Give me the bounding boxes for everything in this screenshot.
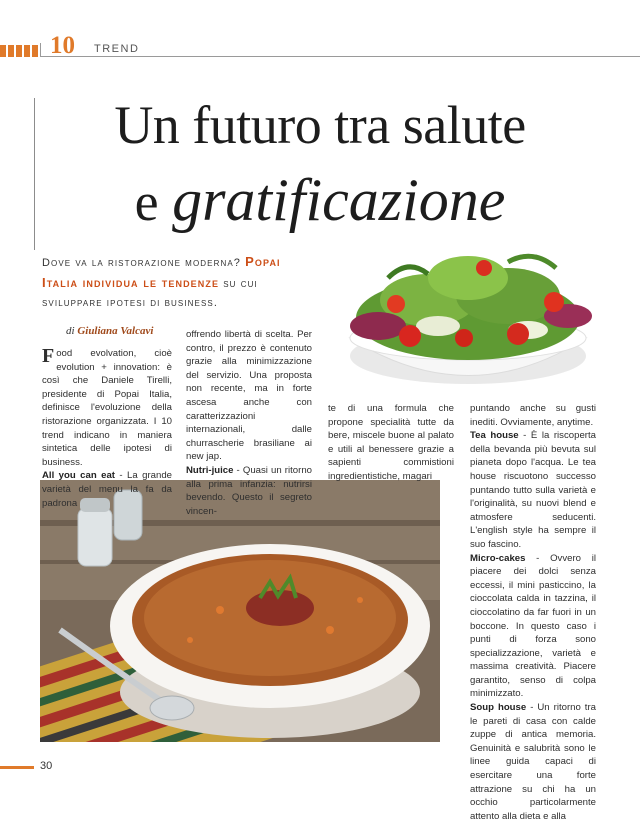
page-number: 30 [40,760,53,772]
article-column-2 [186,328,312,518]
paragraph-continuation: te di una formula che propone specialità tutte da bere, miscele buone al palato e utili al benessere grazie a sapienti commistioni ingredientistiche, magari [328,403,454,482]
trend-nutri-juice [186,464,312,518]
lentil-soup-image [40,480,440,742]
header-divider [40,43,41,57]
header-rule [40,56,640,57]
article-column-3 [328,402,454,484]
soup-illustration [40,480,440,742]
headline-word-e: e [134,172,159,232]
byline-prefix: di [66,325,75,337]
lead-text-end: su cui sviluppare ipotesi di business. [42,278,258,309]
paragraph-continuation: puntando anche su gusti inediti. Ovviamente, anytime. [470,403,596,428]
trend-micro-cakes [470,552,596,702]
section-number: 10 [50,32,75,59]
trend-text: - Un ritorno tra le pareti di casa con calde zuppe di antica memoria. Genuinità e salubrità sono le linee guida capaci di esercitare una forte attrazione su chi ha un occhio particolarmente attento alla dieta e alla [470,702,596,822]
lead-highlight: Popai Italia individua le tendenze [42,254,281,290]
trend-term: Nutri-juice [186,464,234,476]
trend-text: - È la riscoperta della bevanda più bevuta sul pianeta dopo l'acqua. Le tea house riscuotono successo puntando tutto sulla varietà e l'originalità, su nuovi blend e atmosfere seducenti. L'english style ha sempre il suo fascino. [470,430,596,550]
trend-soup-house [470,701,596,823]
footer-accent-bar [0,766,34,769]
trend-term: Micro-cakes [470,552,526,564]
trend-text: - Quasi un ritorno alla prima infanzia: nutrirsi bevendo. Questo il segreto vincen- [186,464,312,517]
trend-term: Tea house [470,430,519,442]
salad-bowl-image [318,238,620,406]
byline [66,325,153,337]
trend-text: - La grande varietà del menu la fa da padrona [42,470,172,509]
trend-term: All you can eat [42,470,115,482]
headline-italic-word: gratificazione [172,167,506,233]
headline-line-1: Un futuro tra salute [114,95,526,155]
article-column-1 [42,347,172,510]
lead-text-start: Dove va la ristorazione moderna? [42,257,241,269]
trend-all-you-can-eat [42,469,172,510]
trend-tea-house [470,429,596,551]
intro-paragraph [42,347,172,469]
lead-paragraph [42,252,314,313]
paragraph-continuation: offrendo libertà di scelta. Per contro, il prezzo è contenuto grazie alla minimizzazione del servizio. Una proposta non recente, ma in forte ascesa anche con caratterizzazioni internazionali, dalle churrascherie brasiliane ai new jap. [186,329,312,463]
header-decoration [0,45,38,57]
trend-text: - Ovvero il piacere dei dolci senza eccessi, il mini pasticcino, la cioccolata calda in tazzina, il cioccolatino da far fuori in un boccone. In questo caso i punti di forza sono specializzazione, varietà e massima creatività. Piacere garantito, senso di colpa minimizzato. [470,552,596,700]
headline-line-2 [0,168,640,234]
article-column-4 [470,402,596,823]
byline-author: Giuliana Valcavi [77,325,154,337]
section-label: TREND [94,43,140,55]
intro-text: ood evolvation, cioè evolution + innovation: è così che Daniele Tirelli, presidente di Popai Italia, definisce l'evoluzione della ristorazione organizzata. I 10 trend indicano in maniera sintetica delle ipotesi di business. [42,348,172,468]
trend-term: Soup house [470,702,527,714]
drop-cap: F [42,345,55,367]
